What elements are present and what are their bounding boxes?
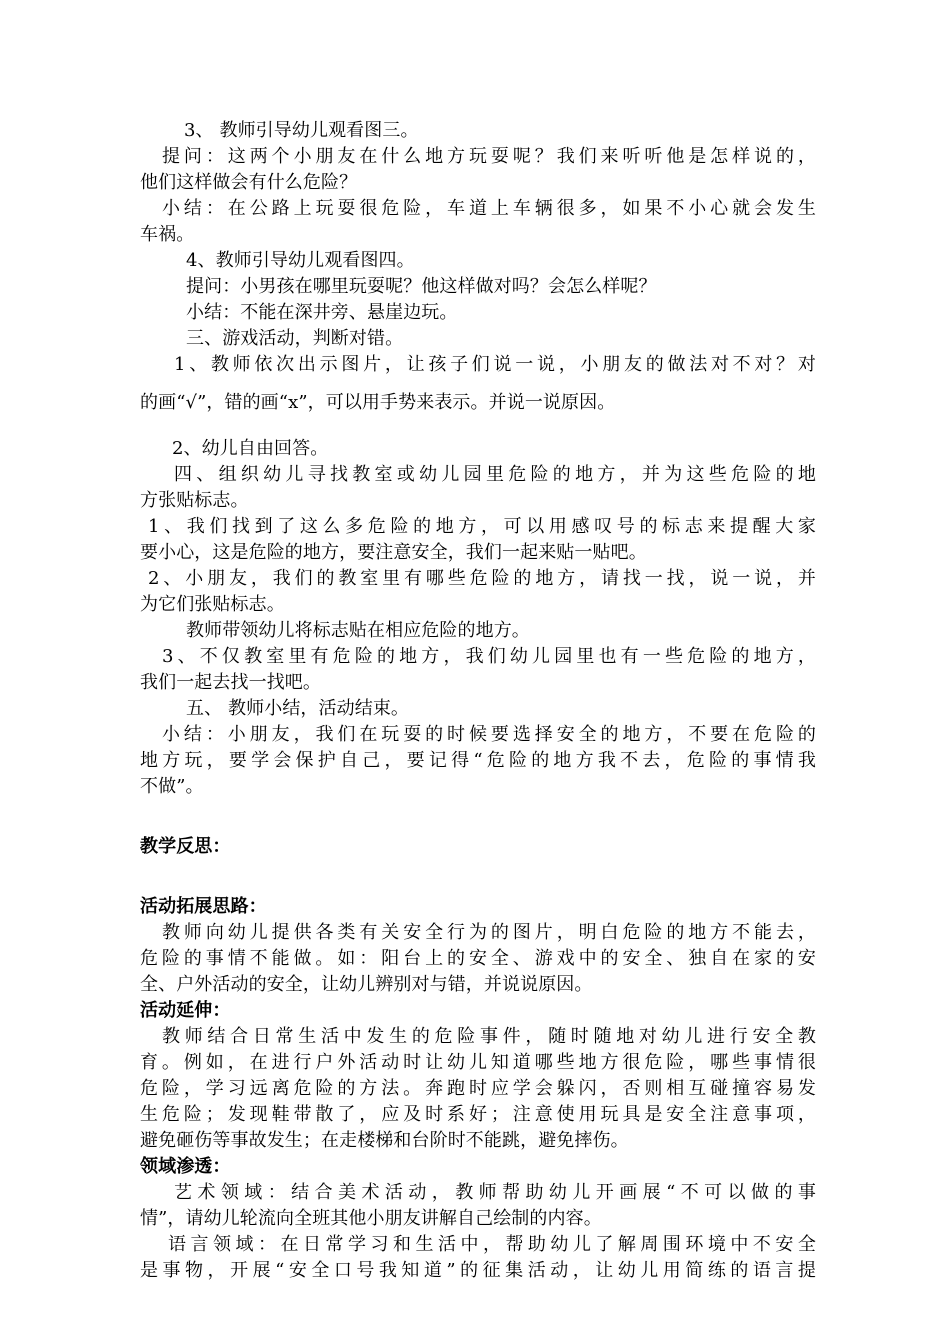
text-line: 为它们张贴标志。 — [140, 594, 285, 615]
text-line: 全、户外活动的安全，让幼儿辨别对与错，并说说原因。 — [140, 974, 593, 995]
text-line: 地方玩，要学会保护自己，要记得“危险的地方我不去，危险的事情我 — [140, 750, 816, 771]
section-heading-domain-integration: 领域渗透： — [140, 1156, 231, 1177]
text-line: 生危险；发现鞋带散了，应及时系好；注意使用玩具是安全注意事项， — [140, 1104, 816, 1125]
section-heading-extension-ideas: 活动拓展思路： — [140, 896, 267, 917]
text-line: 避免砸伤等事故发生；在走楼梯和台阶时不能跳，避免摔伤。 — [140, 1130, 629, 1151]
text-line: 2、小朋友，我们的教室里有哪些危险的地方，请找一找，说一说，并 — [148, 568, 816, 589]
text-line: 小结：不能在深井旁、悬崖边玩。 — [186, 302, 458, 323]
text-line: 育。例如，在进行户外活动时让幼儿知道哪些地方很危险，哪些事情很 — [140, 1052, 816, 1073]
section-heading-activity-extension: 活动延伸： — [140, 1000, 231, 1021]
text-line: 不做”。 — [140, 776, 204, 797]
text-line: 我们一起去找一找吧。 — [140, 672, 321, 693]
text-line: 他们这样做会有什么危险？ — [140, 172, 358, 193]
text-line: 教师向幼儿提供各类有关安全行为的图片，明白危险的地方不能去， — [162, 922, 816, 943]
text-line: 教师带领幼儿将标志贴在相应危险的地方。 — [186, 620, 530, 641]
text-line: 3、不仅教室里有危险的地方，我们幼儿园里也有一些危险的地方， — [162, 646, 816, 667]
section-heading-reflection: 教学反思： — [140, 836, 231, 857]
text-line: 小结：在公路上玩耍很危险，车道上车辆很多，如果不小心就会发生 — [162, 198, 816, 219]
text-line: 的画“√”，错的画“x”，可以用手势来表示。并说一说原因。 — [140, 392, 616, 413]
text-line: 1、我们找到了这么多危险的地方，可以用感叹号的标志来提醒大家 — [148, 516, 816, 537]
text-line: 语言领域：在日常学习和生活中，帮助幼儿了解周围环境中不安全 — [168, 1234, 816, 1255]
text-line: 是事物，开展“安全口号我知道”的征集活动，让幼儿用简练的语言提 — [140, 1260, 816, 1281]
text-line: 危险，学习远离危险的方法。奔跑时应学会躲闪，否则相互碰撞容易发 — [140, 1078, 816, 1099]
text-line: 提问：小男孩在哪里玩耍呢？他这样做对吗？会怎么样呢？ — [186, 276, 657, 297]
text-line: 车祸。 — [140, 224, 195, 245]
text-line: 教师结合日常生活中发生的危险事件，随时随地对幼儿进行安全教 — [162, 1026, 816, 1047]
document-page — [140, 118, 816, 1284]
text-line: 三、游戏活动，判断对错。 — [186, 328, 404, 349]
text-line: 方张贴标志。 — [140, 490, 249, 511]
text-line: 提问：这两个小朋友在什么地方玩耍呢？我们来听听他是怎样说的， — [162, 146, 816, 167]
text-line: 小结：小朋友，我们在玩耍的时候要选择安全的地方，不要在危险的 — [162, 724, 816, 745]
text-line: 五、 教师小结，活动结束。 — [186, 698, 410, 719]
text-line: 四、组织幼儿寻找教室或幼儿园里危险的地方，并为这些危险的地 — [174, 464, 816, 485]
text-line: 1、教师依次出示图片，让孩子们说一说，小朋友的做法对不对？对 — [174, 354, 816, 375]
text-line: 艺术领域：结合美术活动，教师帮助幼儿开画展“不可以做的事 — [174, 1182, 816, 1203]
text-line: 3、 教师引导幼儿观看图三。 — [184, 120, 419, 141]
text-line: 情”，请幼儿轮流向全班其他小朋友讲解自己绘制的内容。 — [140, 1208, 602, 1229]
text-line: 2、幼儿自由回答。 — [172, 438, 329, 459]
text-line: 4、教师引导幼儿观看图四。 — [186, 250, 415, 271]
text-line: 要小心，这是危险的地方，要注意安全，我们一起来贴一贴吧。 — [140, 542, 647, 563]
text-line: 危险的事情不能做。如：阳台上的安全、游戏中的安全、独自在家的安 — [140, 948, 816, 969]
